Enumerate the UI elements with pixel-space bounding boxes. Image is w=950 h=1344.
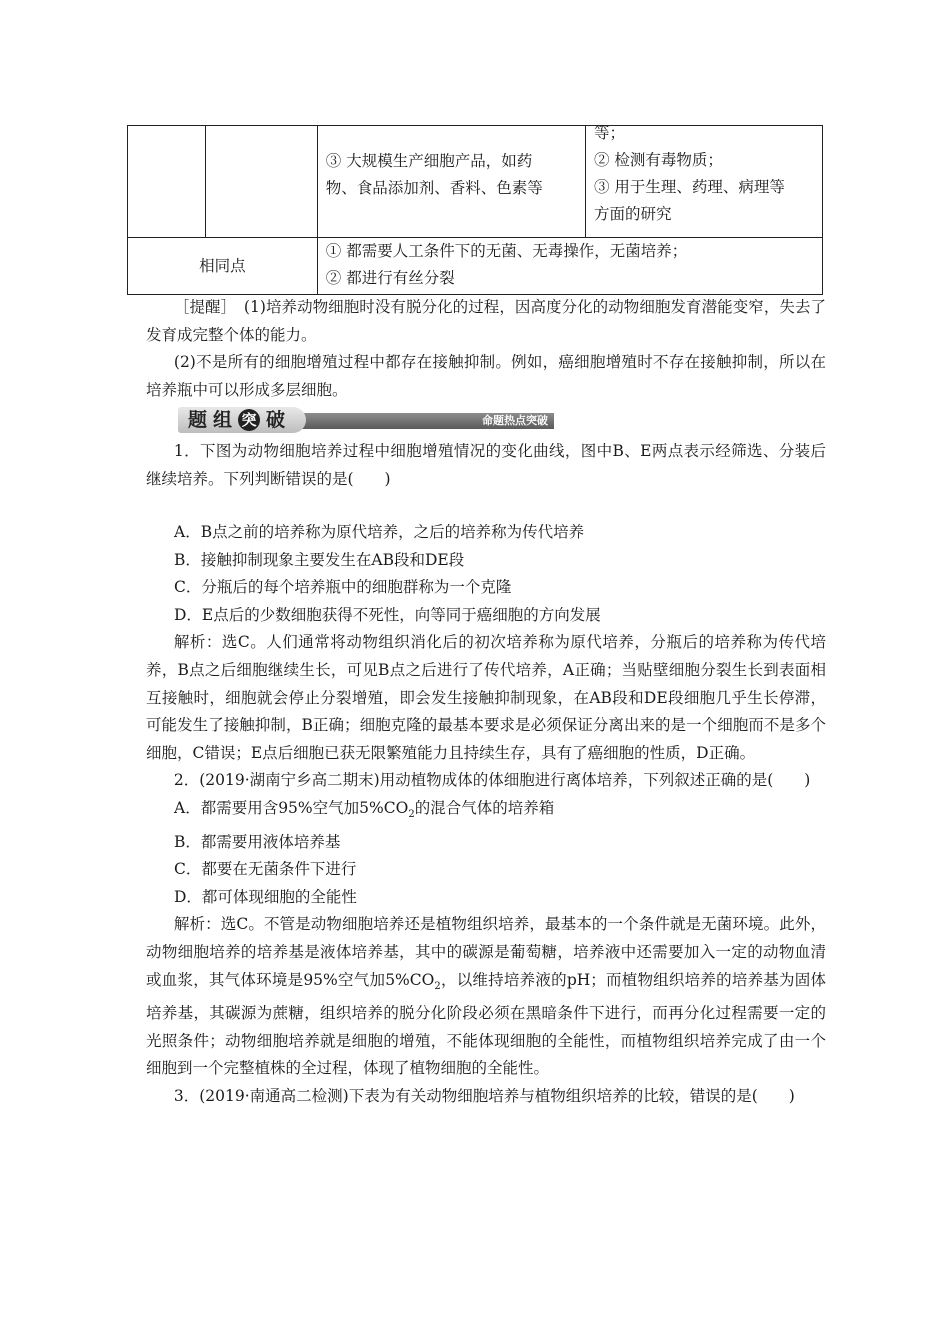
banner-title [178, 407, 306, 433]
question-1-body [146, 519, 826, 1111]
analysis-text-end: ，以维持培养液的pH；而植物组织培养的培养基为固体培养基，其碳源为蔗糖，组织培养的脱分化阶段必须在黑暗条件下进行，而再分化过程需要一定的光照条件；动物细胞培养就是细胞的增殖，不能体现细胞的全能性，而植物组织培养完成了由一个细胞到一个完整植株的全过程，体现了植物细胞的全能性。 [146, 970, 826, 1078]
question-1-option-a: A．B点之前的培养称为原代培养，之后的培养称为传代培养 [174, 523, 585, 541]
same-points-content [317, 238, 822, 295]
question-2-option-d: D．都可体现细胞的全能性 [174, 887, 357, 906]
table-row [128, 126, 823, 238]
table-row [128, 238, 823, 295]
option-a-text: A．都需要用含95%空气加5%CO [174, 798, 409, 817]
banner-subtitle: 命题热点突破 [482, 414, 548, 427]
banner-title-b: 破 [266, 409, 292, 431]
table-cell-use-4 [585, 126, 822, 238]
cell-line: 物、食品添加剂、香料、色素等 [325, 179, 543, 197]
question-3-stem: 3．(2019·南通高二检测)下表为有关动物细胞培养与植物组织培养的比较，错误的是( ) [173, 1087, 795, 1106]
banner-ring-character: 突 [238, 409, 260, 431]
option-a-text-end: 的混合气体的培养箱 [414, 798, 555, 817]
reminder-paragraph-2: (2)不是所有的细胞增殖过程中都存在接触抑制。例如，癌细胞增殖时不存在接触抑制，所以在培养瓶中可以形成多层细胞。 [146, 353, 826, 399]
cell-line: ② 检测有毒物质； [593, 151, 723, 169]
subscript: 2 [408, 809, 415, 821]
question-2-option-a [146, 795, 826, 829]
same-points-label: 相同点 [128, 238, 318, 295]
table-cell-empty [206, 126, 317, 238]
analysis-text: 解析：选C。不管是动物细胞培养还是植物组织培养，最基本的一个条件就是无菌环境。此外，动物细胞培养的培养基是液体培养基，其中的碳源是葡萄糖，培养液中还需要加入一定的动物血清或血浆，其气体环境是95%空气加5%CO [146, 915, 826, 989]
question-2-option-c: C．都要在无菌条件下进行 [174, 860, 357, 879]
comparison-table-fragment [127, 125, 823, 295]
reminder-paragraph-1: ［提醒］ (1)培养动物细胞时没有脱分化的过程，因高度分化的动物细胞发育潜能变窄，失去了发育成完整个体的能力。 [146, 298, 826, 344]
subscript: 2 [434, 980, 441, 992]
banner-title-a: 题组 [188, 409, 239, 431]
cell-line: ① 都需要人工条件下的无菌、无毒操作，无菌培养； [325, 242, 688, 260]
cell-line: ② 都进行有丝分裂 [325, 269, 455, 287]
section-banner [178, 407, 554, 433]
question-1 [146, 438, 826, 493]
question-1-option-b: B．接触抑制现象主要发生在AB段和DE段 [174, 550, 465, 569]
question-2-analysis [146, 911, 826, 1083]
table-cell-empty [128, 126, 206, 238]
question-1-analysis: 解析：选C。人们通常将动物组织消化后的初次培养称为原代培养，分瓶后的培养称为传代培养，B点之后细胞继续生长，可见B点之后进行了传代培养，A正确；当贴壁细胞分裂生长到表面相互接触时，细胞就会停止分裂增殖，即会发生接触抑制现象，在AB段和DE段细胞几乎生长停滞，可能发生了接触抑制，B正确；细胞克隆的最基本要求是必须保证分离出来的是一个细胞而不是多个细胞，C错误；E点后细胞已获无限繁殖能力且持续生存，具有了癌细胞的性质，D正确。 [146, 633, 826, 762]
question-2-option-b: B．都需要用液体培养基 [174, 832, 341, 851]
question-2-stem: 2．(2019·湖南宁乡高二期末)用动植物成体的体细胞进行离体培养，下列叙述正确的是( ) [173, 771, 811, 790]
question-1-stem: 1．下图为动物细胞培养过程中细胞增殖情况的变化曲线，图中B、E两点表示经筛选、分装后继续培养。下列判断错误的是( ) [146, 442, 826, 488]
question-1-option-c: C．分瓶后的每个培养瓶中的细胞群称为一个克隆 [174, 578, 512, 597]
cell-line: 方面的研究 [593, 205, 672, 223]
cell-line: ③ 用于生理、药理、病理等 [593, 178, 785, 196]
cell-line: 等； [593, 124, 625, 142]
table-cell-use-3 [317, 126, 585, 238]
question-1-option-d: D．E点后的少数细胞获得不死性，向等同于癌细胞的方向发展 [174, 605, 601, 624]
reminder-section [146, 294, 826, 404]
cell-line: ③ 大规模生产细胞产品，如药 [325, 152, 533, 170]
